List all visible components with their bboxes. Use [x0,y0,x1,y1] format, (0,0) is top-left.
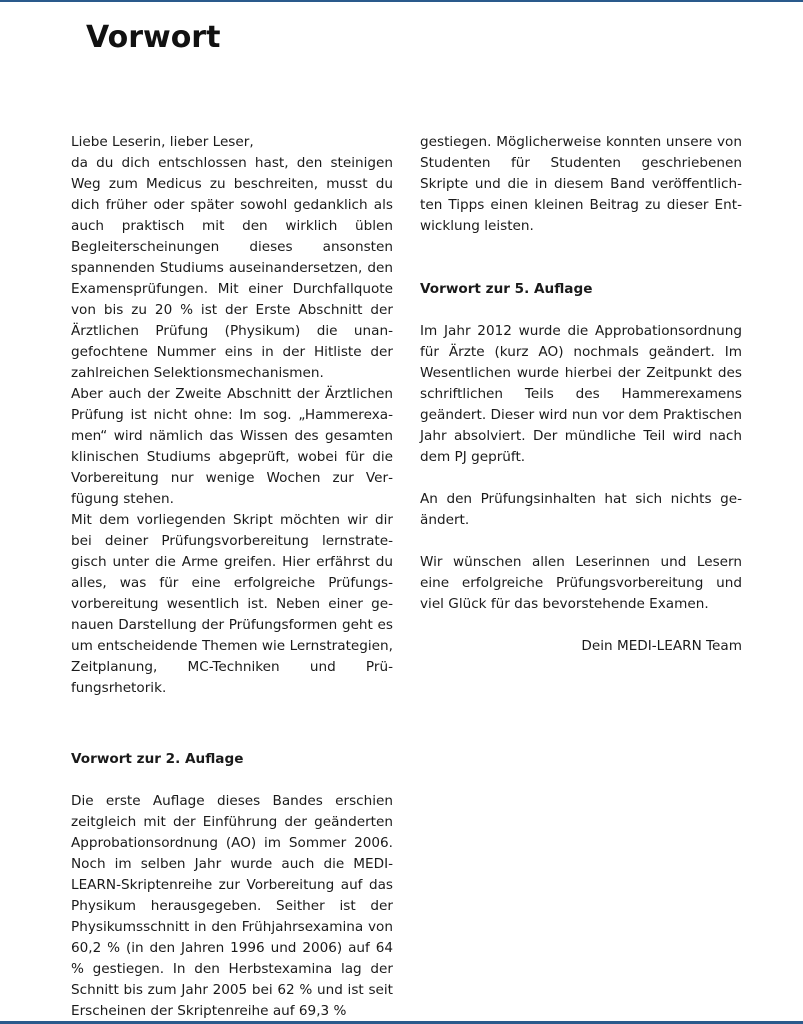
paragraph-skript: Mit dem vorliegenden Skript möchten wir dir bei deiner Prüfungsvorbereitung lernstrategisch unter die Arme greifen. Hier erfährst du alles, was für eine erfolgreiche Prüfungsvorbereitung wesentlich ist. Neben einer genauen Darstellung der Prüfungsformen geht es um entscheidende Themen wie Lernstrategien, Zeitplanung, MC-Techniken und Prüfungsrhetorik. [71,512,393,696]
page-title: Vorwort [86,20,221,55]
paragraph-intro: da du dich entschlossen hast, den steinigen Weg zum Medicus zu beschreiten, musst du dich früher oder später sowohl gedanklich als auch praktisch mit den wirklich üblen Begleiterscheinungen dieses ansonsten spannenden Studiums auseinandersetzen, den Examensprüfungen. Mit einer Durchfallquote von bis zu 20 % ist der Erste Abschnitt der Ärztlichen Prüfung (Physikum) die unangefochtene Nummer eins in der Hitliste der zahlreichen Selektionsmechanismen. [71,155,393,381]
spacer [71,699,393,749]
spacer [420,468,742,489]
signature: Dein MEDI-LEARN Team [581,638,742,654]
greeting: Liebe Leserin, lieber Leser, [71,134,254,150]
spacer [420,615,742,636]
spacer [420,237,742,279]
paragraph-wishes: Wir wünschen allen Leserinnen und Lesern eine erfolgreiche Prüfungsvorbereitung und viel Glück für das bevorstehende Examen. [420,554,742,612]
paragraph-second-edition: Die erste Auflage dieses Bandes erschien zeitgleich mit der Einführung der geänderten Approbationsordnung (AO) im Sommer 2006. Noch im selben Jahr wurde auch die MEDI-LEARN-Skriptenreihe zur Vorbereitung auf das Physikum herausgegeben. Seither ist der Physikumsschnitt in den Frühjahrsexamina von 60,2 % (in den Jahren 1996 und 2006) auf 64 % gestiegen. In den Herbstexamina lag der Schnitt bis zum Jahr 2005 bei 62 % und ist seit Erscheinen der Skriptenreihe auf 69,3 % [71,793,393,1019]
right-column [420,132,742,657]
paragraph-continuation: gestiegen. Möglicherweise konnten unsere von Studenten für Studenten geschriebenen Skripte und die in diesem Band veröffentlichten Tipps einen kleinen Beitrag zu dieser Entwicklung leisten. [420,134,742,234]
paragraph-hammerexamen: Aber auch der Zweite Abschnitt der Ärztlichen Prüfung ist nicht ohne: Im sog. „Hammerexamen“ wird nämlich das Wissen des gesamten klinischen Studiums abgeprüft, wobei für die Vorbereitung nur wenige Wochen zur Verfügung stehen. [71,386,393,507]
spacer [420,300,742,321]
paragraph-content-unchanged: An den Prüfungsinhalten hat sich nichts geändert. [420,491,742,528]
paragraph-fifth-edition: Im Jahr 2012 wurde die Approbationsordnung für Ärzte (kurz AO) nochmals geändert. Im Wesentlichen wurde hierbei der Zeitpunkt des schriftlichen Teils des Hammerexamens geändert. Dieser wird nun vor dem Praktischen Jahr absolviert. Der mündliche Teil wird nach dem PJ geprüft. [420,323,742,465]
left-column [71,132,393,1022]
spacer [71,770,393,791]
spacer [420,531,742,552]
top-rule [0,0,803,2]
heading-second-edition: Vorwort zur 2. Auflage [71,751,244,767]
heading-fifth-edition: Vorwort zur 5. Auflage [420,281,593,297]
